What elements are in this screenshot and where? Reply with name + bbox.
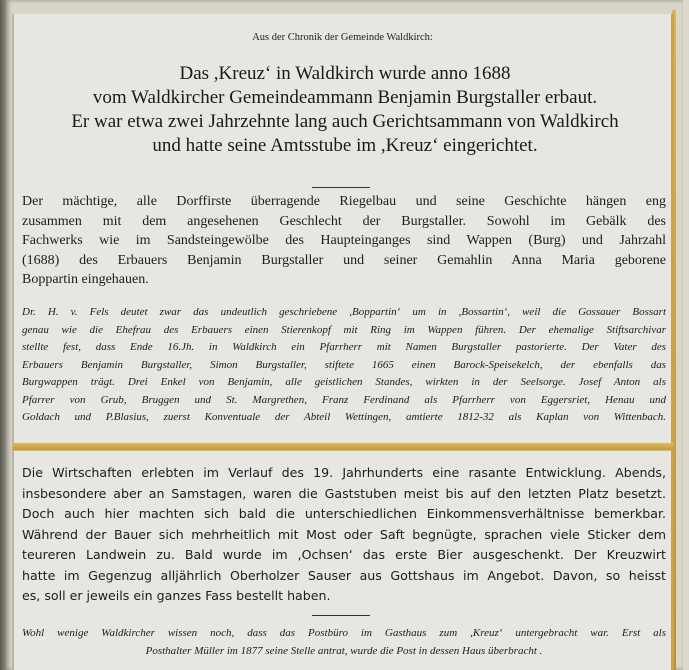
text-line: hatte im Gegenzug alljährlich Oberholzer Sauser aus Gottshaus im Angebot. Davon, so heisst [22, 567, 666, 583]
text-line: (1688) des Erbauers Benjamin Burgstaller und seiner Gemahlin Anna Maria geborene [22, 252, 666, 268]
separator-line [312, 187, 370, 188]
title-line: und hatte seine Amtsstube im ,Kreuz‘ eingerichtet. [152, 135, 538, 156]
text-line: Während der Bauer sich mehrheitlich mit Most oder Saft begnügte, sprachen viele Sticker dem [22, 526, 666, 542]
title-line: Er war etwa zwei Jahrzehnte lang auch Gerichtsammann von Waldkirch [71, 111, 619, 132]
text-line: Erbauers Benjamin Burgstaller, Simon Burgstaller, stiftete 1665 einen Barock-Speisekelch, der ebenfalls das [22, 358, 666, 371]
title-line: Das ,Kreuz‘ in Waldkirch wurde anno 1688 [179, 63, 511, 84]
text-line: teureren Landwein zu. Bald wurde im ,Ochsen‘ das erste Bier ausgeschenkt. Der Kreuzwirt [22, 547, 666, 562]
paragraph-fels-note [22, 304, 666, 427]
text-line: Fachwerks wie im Sandsteingewölbe des Haupteinganges sind Wappen (Burg) und Jahrzahl [22, 233, 666, 248]
separator-line [312, 615, 370, 616]
text-line: Posthalter Müller im 1877 seine Stelle antrat, wurde die Post in dessen Haus überbracht . [145, 644, 543, 657]
text-line: Wohl wenige Waldkircher wissen noch, dass das Postbüro im Gasthaus zum ,Kreuz‘ untergebracht war. Erst als [22, 627, 666, 639]
text-line: Pfarrer von Grub, Bruggen und St. Margrethen, Franz Ferdinand als Pfarrherr von Eggersriet, Henau und [22, 393, 666, 406]
paragraph-postbuero [22, 625, 666, 660]
text-line: Goldach und P.Blasius, zuerst Konventuale der Abteil Wettingen, amtierte 1812-32 als Kaplan von Wittenbach. [22, 411, 666, 423]
paragraph-riegelbau [22, 192, 666, 290]
title-line: vom Waldkircher Gemeindeammann Benjamin Burgstaller erbaut. [92, 87, 598, 108]
document-title [34, 62, 656, 158]
text-line: Der mächtige, alle Dorffirste überragende Riegelbau und seine Geschichte hängen eng [22, 194, 666, 209]
text-line: zusammen mit dem angesehenen Geschlecht der Burgstaller. Sowohl im Gebälk des [22, 213, 666, 229]
text-line: stellte fest, dass Ende 16.Jh. in Waldkirch ein Pfarrherr mit Namen Burgstaller pastorierte. Der Vater des [22, 341, 666, 353]
text-line: Die Wirtschaften erlebten im Verlauf des 19. Jahrhunderts eine rasante Entwicklung. Abends, [22, 465, 666, 480]
text-line: es, soll er jeweils ein ganzes Fass bestellt haben. [22, 588, 331, 603]
text-line: insbesondere aber an Samstagen, waren die Gaststuben meist bis auf den letzten Platz besetzt. [22, 485, 666, 501]
text-line: Dr. H. v. Fels deutet zwar das undeutlich geschriebene ,Boppartin‘ um in ,Bossartin‘, weil die Gossauer Bossart [22, 306, 666, 318]
text-line: Doch auch hier machten sich bald die unterschiedlichen Einkommensverhältnisse bemerkbar. [22, 506, 666, 521]
gold-divider-band [12, 443, 674, 450]
text-line: genau wie die Ehefrau des Erbauers einen Stierenkopf mit Ring im Wappen führen. Der ehemalige Stiftsarchivar [22, 323, 666, 336]
chronicle-header: Aus der Chronik der Gemeinde Waldkirch: [252, 32, 433, 43]
text-line: Burgwappen trägt. Drei Enkel von Benjamin, alle geistlichen Standes, wirkten in der Seelsorge. Josef Anton als [22, 376, 666, 388]
text-line: Boppartin eingehauen. [22, 272, 149, 287]
paragraph-wirtschaften [22, 463, 666, 607]
document-sheet-lower [12, 450, 674, 670]
